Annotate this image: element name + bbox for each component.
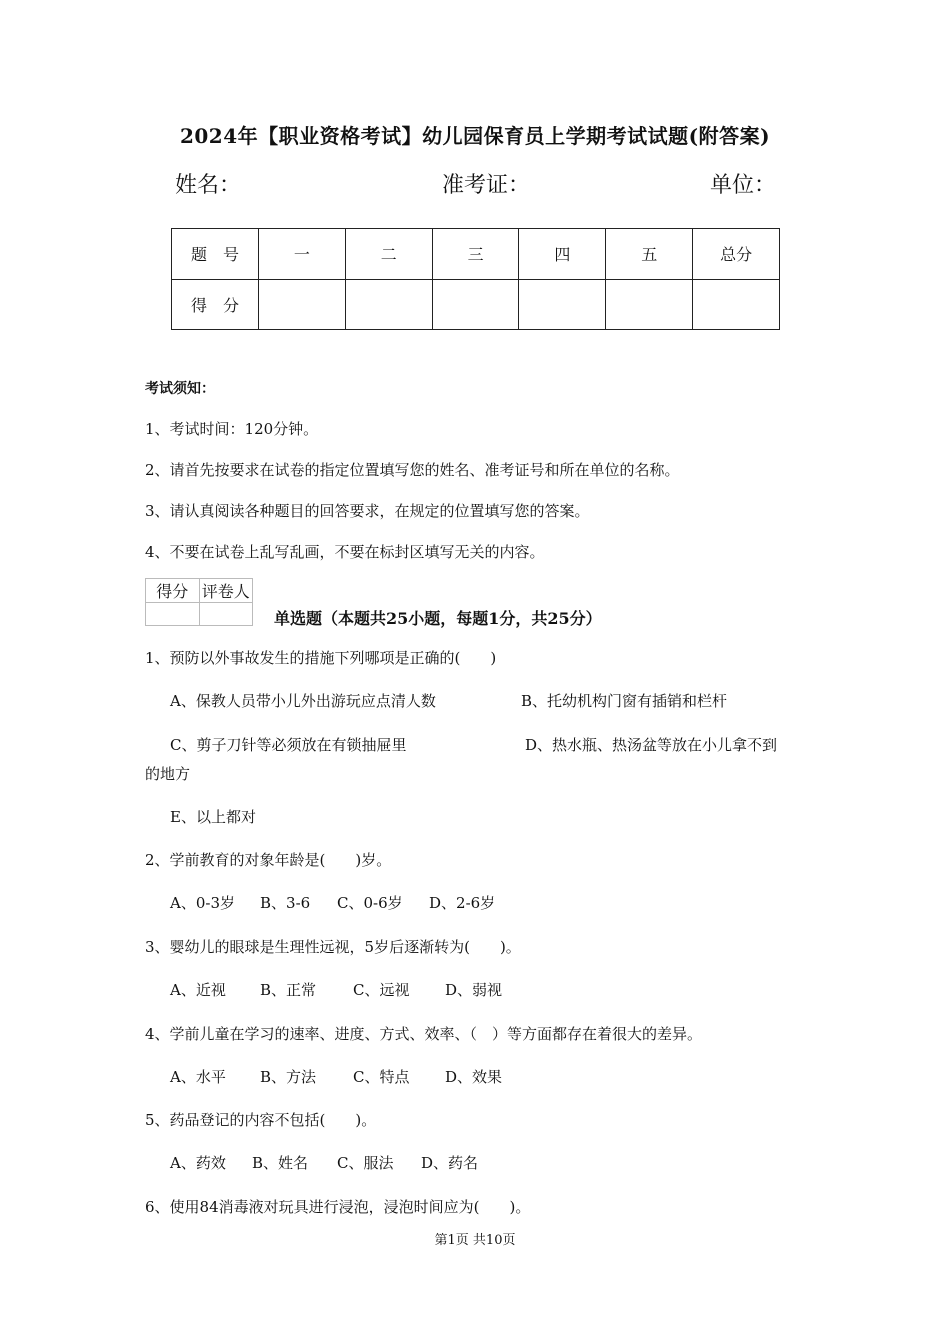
- score-cell[interactable]: [606, 279, 693, 330]
- question-option-continuation: 的地方: [145, 765, 191, 783]
- question-stem: 3、婴幼儿的眼球是生理性远视，5岁后逐渐转为( )。: [145, 938, 521, 956]
- question-option: C、特点: [353, 1068, 410, 1086]
- question-option: B、方法: [260, 1068, 317, 1086]
- question-option: D、2-6岁: [429, 894, 496, 912]
- question-stem: 4、学前儿童在学习的速率、进度、方式、效率、（ ）等方面都存在着很大的差异。: [145, 1025, 703, 1043]
- grader-score-label: 得分: [146, 579, 200, 603]
- score-cell[interactable]: [693, 279, 780, 330]
- question-option: B、托幼机构门窗有插销和栏杆: [521, 692, 728, 710]
- score-table-header: 题 号: [172, 229, 259, 280]
- score-table-header: 总分: [693, 229, 780, 280]
- question-option: D、弱视: [445, 981, 503, 999]
- section-title: 单选题（本题共25小题，每题1分，共25分）: [274, 609, 602, 628]
- question-option: E、以上都对: [170, 808, 256, 826]
- score-cell[interactable]: [432, 279, 519, 330]
- score-table-header: 一: [259, 229, 346, 280]
- score-cell[interactable]: [259, 279, 346, 330]
- score-table-header: 五: [606, 229, 693, 280]
- score-table-header: 四: [519, 229, 606, 280]
- question-stem: 5、药品登记的内容不包括( )。: [145, 1111, 377, 1129]
- notice-item: 3、请认真阅读各种题目的回答要求，在规定的位置填写您的答案。: [145, 502, 590, 520]
- score-row-label: 得 分: [172, 279, 259, 330]
- question-option: C、服法: [337, 1154, 394, 1172]
- question-option: D、热水瓶、热汤盆等放在小儿拿不到: [525, 736, 778, 754]
- question-option: D、效果: [445, 1068, 503, 1086]
- page-number: 第1页 共10页: [434, 1233, 516, 1248]
- question-stem: 2、学前教育的对象年龄是( )岁。: [145, 851, 392, 869]
- score-table-header-row: [172, 229, 780, 280]
- score-table: [171, 228, 780, 330]
- page-title: 2024年【职业资格考试】幼儿园保育员上学期考试试题(附答案): [179, 124, 771, 148]
- question-option: A、0-3岁: [170, 894, 235, 912]
- grader-name-cell[interactable]: [199, 603, 253, 626]
- question-option: C、0-6岁: [337, 894, 403, 912]
- question-option: C、剪子刀针等必须放在有锁抽屉里: [170, 736, 407, 754]
- question-stem: 6、使用84消毒液对玩具进行浸泡，浸泡时间应为( )。: [145, 1198, 531, 1216]
- score-table-score-row: [172, 279, 780, 330]
- score-cell[interactable]: [345, 279, 432, 330]
- notice-title: 考试须知：: [145, 381, 215, 397]
- question-option: A、近视: [170, 981, 226, 999]
- unit-label: 单位：: [710, 173, 777, 198]
- question-option: D、药名: [421, 1154, 479, 1172]
- score-table-header: 三: [432, 229, 519, 280]
- name-label: 姓名：: [175, 173, 242, 198]
- notice-item: 1、考试时间：120分钟。: [145, 420, 319, 438]
- notice-item: 2、请首先按要求在试卷的指定位置填写您的姓名、准考证号和所在单位的名称。: [145, 461, 680, 479]
- grader-score-cell[interactable]: [146, 603, 200, 626]
- question-stem: 1、预防以外事故发生的措施下列哪项是正确的( ): [145, 649, 497, 667]
- score-table-header: 二: [345, 229, 432, 280]
- ticket-number-label: 准考证：: [442, 173, 531, 198]
- question-option: A、保教人员带小儿外出游玩应点清人数: [170, 692, 436, 710]
- question-option: B、正常: [260, 981, 317, 999]
- question-option: A、药效: [170, 1154, 226, 1172]
- grader-name-label: 评卷人: [199, 579, 253, 603]
- question-option: A、水平: [170, 1068, 226, 1086]
- score-cell[interactable]: [519, 279, 606, 330]
- question-option: C、远视: [353, 981, 410, 999]
- notice-item: 4、不要在试卷上乱写乱画，不要在标封区填写无关的内容。: [145, 543, 545, 561]
- question-option: B、3-6: [260, 894, 311, 912]
- grader-box: [145, 578, 253, 626]
- question-option: B、姓名: [252, 1154, 309, 1172]
